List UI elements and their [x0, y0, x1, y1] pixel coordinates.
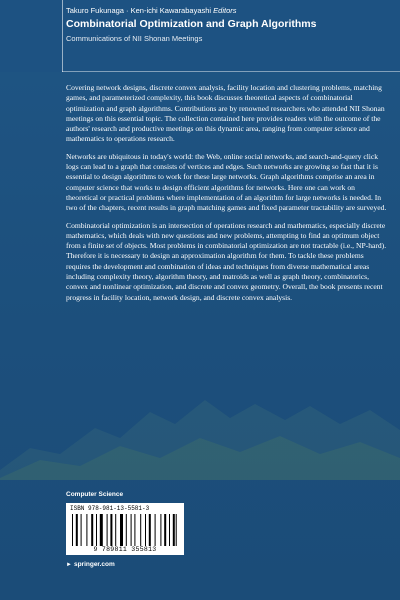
- barcode-bar: [140, 514, 141, 546]
- barcode-bar: [107, 514, 108, 546]
- header-horizontal-rule: [62, 71, 400, 72]
- mountain-landscape-image: [0, 320, 400, 480]
- header-vertical-rule: [62, 0, 63, 72]
- barcode-digits: 9 789811 355813: [93, 546, 157, 553]
- arrow-right-icon: ►: [66, 562, 72, 568]
- barcode-bar: [145, 514, 146, 546]
- barcode-bar: [149, 514, 151, 546]
- barcode-bar: [173, 514, 175, 546]
- description-paragraph: Covering network designs, discrete convex analysis, facility location and clustering problems, matching games, and parameterized complexity, this book discusses theoretical aspects of combinatorial optimization and graph algorithms. Contributions are by renowned researchers who attended NII Shonan meetings on this essential topic. The collection contained here provides readers with the outcome of the authors' research and productive meetings on this dynamic area, ranging from computer science and mathematics to operations research.: [66, 83, 385, 144]
- barcode-bar: [131, 514, 132, 546]
- barcode-bar: [91, 514, 93, 546]
- description-paragraph: Combinatorial optimization is an intersection of operations research and mathematics, especially discrete mathematics, which deals with new questions and new problems, attempting to find an optimum object from a finite set of objects. Most problems in combinatorial optimization are not tractable (i.e., NP-hard). Therefore it is necessary to design an approximation algorithm for them. To tackle these problems requires the development and combination of ideas and techniques from diverse mathematical areas including complexity theory, algorithm theory, and matroids as well as graph theory, combinatorics, convex and nonlinear optimization, and discrete and convex geometry. Overall, the book presents recent progress in facility location, network design, and discrete convex analysis.: [66, 220, 387, 302]
- barcode-bar: [76, 514, 78, 546]
- barcode-bar: [126, 514, 127, 546]
- barcode-bar: [81, 514, 82, 546]
- barcode-bar: [96, 514, 97, 546]
- subject-label: Computer Science: [66, 491, 124, 498]
- barcode-bar: [120, 514, 123, 546]
- barcode-bar: [160, 514, 161, 546]
- editor-names: Takuro Fukunaga · Ken-ichi Kawarabayashi: [66, 6, 212, 15]
- barcode-bar: [169, 514, 170, 546]
- editors-tag: Editors: [213, 6, 237, 15]
- book-title: Combinatorial Optimization and Graph Algorithms: [66, 18, 317, 30]
- barcode-bar: [134, 514, 135, 546]
- series-name: Communications of NII Shonan Meetings: [66, 34, 203, 43]
- isbn-barcode: [66, 503, 184, 555]
- editors-line: [66, 6, 237, 15]
- barcode-bar: [72, 514, 73, 546]
- barcode-bar: [176, 514, 177, 546]
- website-label: springer.com: [73, 561, 115, 568]
- barcode-bars: [72, 514, 178, 546]
- barcode-bar: [110, 514, 112, 546]
- isbn-text: ISBN 978-981-13-5581-3: [70, 505, 150, 512]
- barcode-bar: [155, 514, 156, 546]
- barcode-bar: [100, 514, 103, 546]
- barcode-bar: [164, 514, 166, 546]
- barcode-bar: [115, 514, 116, 546]
- description: [66, 83, 388, 310]
- publisher-website[interactable]: [66, 561, 115, 568]
- description-paragraph: Networks are ubiquitous in today's world: the Web, online social networks, and search-and-query click logs can lead to a graph that consists of vertices and edges. Such networks are growing so fast that it is essential to design algorithms to work for these large networks. Graph algorithms comprise an area in computer science that works to design efficient algorithms for networks. Here one can work on theoretical or practical problems where implementation of an algorithm for large networks is needed. In two of the chapters, recent results in graph matching games and fixed parameter tractability are surveyed.: [66, 151, 387, 213]
- barcode-bar: [86, 514, 87, 546]
